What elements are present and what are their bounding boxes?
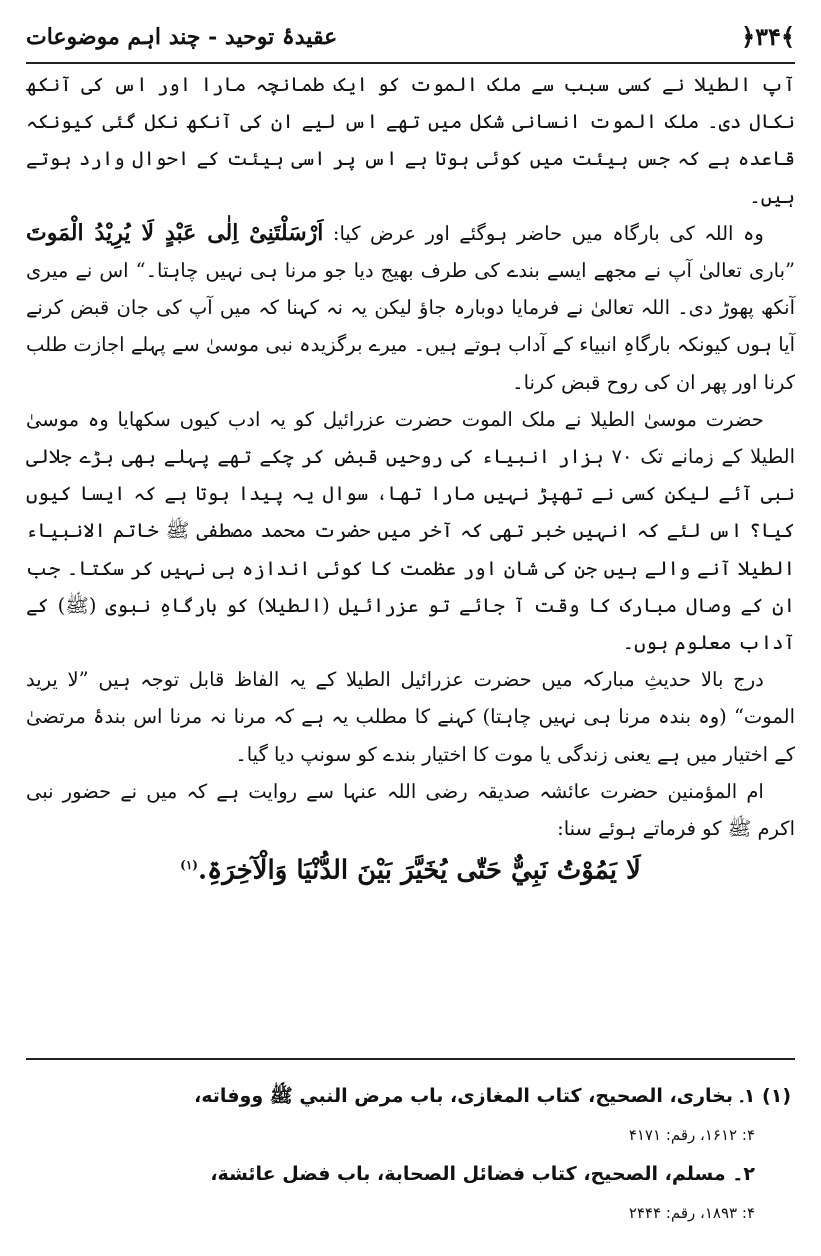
- footnote-marker[interactable]: (۱): [180, 858, 198, 873]
- footnote-divider: [26, 1058, 795, 1060]
- paragraph-5: ام المؤمنین حضرت عائشہ صدیقہ رضی اللہ عنہا سے روایت ہے کہ میں نے حضور نبی اکرم ﷺ کو فرماتے ہوئے سنا:: [26, 779, 795, 841]
- footnote-label: (۱): [762, 1085, 791, 1107]
- arabic-quote: اَرْسَلْتَنِیْ اِلٰی عَبْدٍ لَا یُرِیْدُ الْمَوتَ: [26, 219, 324, 246]
- paragraph-1: آپ الطیلا نے کسی سبب سے ملک الموت کو ایک طمانچہ مارا اور اس کی آنکھ نکال دی۔ ملک الموت انسانی شکل میں تھے اس لیے ان کی آنکھ نکل گئی کیونکہ قاعدہ ہے کہ جس ہیئت میں کوئی ہوتا ہے اس پر اسی ہیئت کے احوال وارد ہوتے ہیں۔: [26, 73, 795, 208]
- page-number: ﴿۳۴﴾: [741, 22, 795, 51]
- paragraph-3: حضرت موسیٰ الطیلا نے ملک الموت حضرت عزرائیل کو یہ ادب کیوں سکھایا وہ موسیٰ الطیلا کے زمانے تک ۷۰ ہزار انبیاء کی روحیں قبض کر چکے تھے پہلے بھی بڑے جلالی نبی آئے لیکن کسی نے تھپڑ نہیں مارا تھا، سوال یہ پیدا ہوتا ہے کہ ایسا کیوں کیا؟ اس لئے کہ انہیں خبر تھی کہ آخر میں حضرت محمد مصطفی ﷺ خاتم الانبیاء الطیلا آنے والے ہیں جن کی شان اور عظمت کا کوئی اندازہ ہی نہیں کر سکتا۔ جب ان کے وصال مبارک کا وقت آ جائے تو عزرائیل (الطیلا) کو بارگاہِ نبوی (ﷺ) کے آداب معلوم ہوں۔: [26, 407, 795, 655]
- paragraph-2: [26, 215, 795, 401]
- paragraph-2-intro: وہ اللہ کی بارگاہ میں حاضر ہوگئے اور عرض کیا:: [332, 221, 764, 245]
- footnote-2-reference: ۴: ۱۸۹۳، رقم: ۲۴۴۴: [628, 1204, 755, 1222]
- hadith-arabic: لَا یَمُوْتُ نَبِيٌّ حَتّٰی یُخَیَّرَ بَیْنَ الدُّنْیَا وَالْآخِرَۃِ.: [197, 855, 641, 886]
- footnote-1: [26, 1074, 795, 1118]
- footnote-citation: ۱۔ بخاری، الصحیح، کتاب المغازی، باب مرض النبي ﷺ ووفاته،: [194, 1085, 756, 1107]
- hadith-text: [26, 847, 795, 890]
- paragraph-4: درج بالا حدیثِ مبارکہ میں حضرت عزرائیل الطیلا کے یہ الفاظ قابل توجہ ہیں ”لا یرید الموت“ (وہ بندہ مرنا ہی نہیں چاہتا) کہنے کا مطلب یہ ہے کہ مرنا نہ مرنا اس بندۂ مرتضیٰ کے اختیار میں ہے یعنی زندگی یا موت کا اختیار بندے کو سونپ دیا گیا۔: [26, 668, 795, 766]
- running-title: عقیدۂ توحید - چند اہم موضوعات: [26, 24, 338, 50]
- body-text: [26, 66, 795, 1011]
- footnote-1-reference: ۴: ۱۶۱۲، رقم: ۴۱۷۱: [628, 1126, 755, 1144]
- page-header: [26, 18, 795, 64]
- footnote-2: ۲۔ مسلم، الصحیح، کتاب فضائل الصحابة، باب فضل عائشة،: [210, 1163, 755, 1185]
- footnotes: [26, 1074, 795, 1230]
- paragraph-2-continued: ”باری تعالیٰ آپ نے مجھے ایسے بندے کی طرف بھیج دیا جو مرنا ہی نہیں چاہتا۔“ اس نے میری آنکھ پھوڑ دی۔ اللہ تعالیٰ نے فرمایا دوبارہ جاؤ لیکن یہ نہ کہنا کہ میں آپ کی جان قبض کرنے آیا ہوں کیونکہ بارگاہِ انبیاء کے آداب ہوتے ہیں۔ میرے برگزیدہ نبی موسیٰ سے پہلے اجازت طلب کرنا اور پھر ان کی روح قبض کرنا۔: [26, 259, 795, 394]
